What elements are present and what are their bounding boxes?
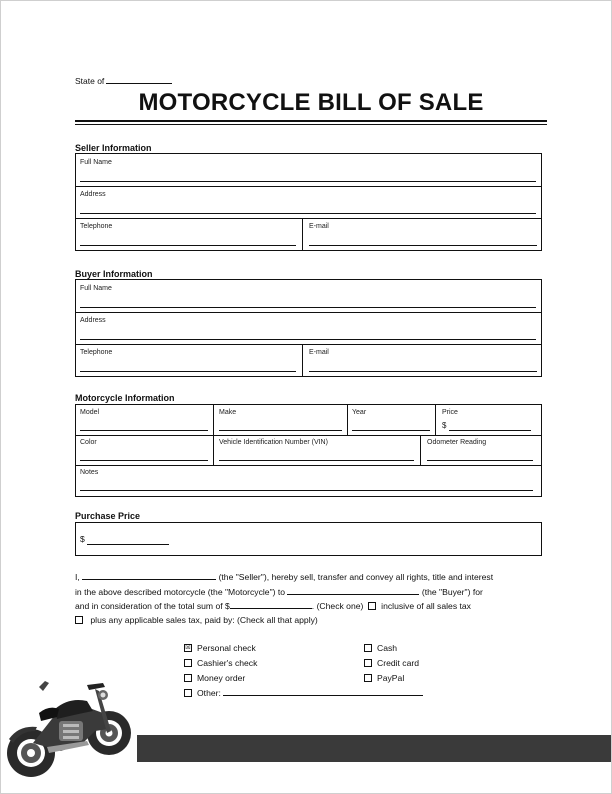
- buyer-telephone-field[interactable]: [80, 371, 296, 372]
- buyer-address-label: Address: [80, 317, 106, 324]
- payment-option-money-order[interactable]: Money order: [184, 671, 423, 686]
- make-field[interactable]: [219, 430, 342, 431]
- title-rule-thick: [75, 120, 547, 122]
- purchase-dollar-sign: $: [80, 534, 85, 544]
- seller-heading: Seller Information: [75, 143, 152, 153]
- paypal-checkbox[interactable]: [364, 674, 372, 682]
- year-field[interactable]: [352, 430, 430, 431]
- odometer-field[interactable]: [427, 460, 533, 461]
- seller-row-divider: [75, 186, 542, 187]
- seller-col-divider: [302, 218, 303, 251]
- year-label: Year: [352, 409, 367, 416]
- state-of-blank[interactable]: [106, 75, 172, 84]
- cashiers-check-checkbox[interactable]: [184, 659, 192, 667]
- seller-address-label: Address: [80, 191, 106, 198]
- buyer-email-field[interactable]: [309, 371, 537, 372]
- plus-tax-checkbox[interactable]: [75, 616, 83, 624]
- payment-option-cash[interactable]: Cash: [364, 641, 419, 656]
- vin-field[interactable]: [219, 460, 414, 461]
- odometer-label: Odometer Reading: [427, 439, 487, 446]
- seller-telephone-field[interactable]: [80, 245, 296, 246]
- money-order-checkbox[interactable]: [184, 674, 192, 682]
- statement-line-1: I, (the "Seller"), hereby sell, transfer and convey all rights, title and interest: [75, 572, 494, 582]
- price-field[interactable]: [449, 430, 531, 431]
- sale-statement: [75, 570, 551, 627]
- other-payment-field[interactable]: [223, 686, 423, 696]
- payment-option-credit-card[interactable]: Credit card: [364, 656, 419, 671]
- buyer-box: [75, 279, 542, 377]
- other-checkbox[interactable]: [184, 689, 192, 697]
- motorcycle-illustration-icon: [3, 669, 137, 783]
- credit-card-checkbox[interactable]: [364, 659, 372, 667]
- seller-email-field[interactable]: [309, 245, 537, 246]
- state-of-field[interactable]: [75, 75, 172, 86]
- motorcycle-col-divider: [435, 404, 436, 435]
- motorcycle-col-divider: [347, 404, 348, 435]
- buyer-name-blank[interactable]: [287, 585, 419, 595]
- purchase-price-heading: Purchase Price: [75, 511, 141, 521]
- payment-option-cashiers-check[interactable]: Cashier's check: [184, 656, 423, 671]
- model-field[interactable]: [80, 430, 208, 431]
- seller-row-divider: [75, 218, 542, 219]
- footer-bar: [137, 735, 612, 762]
- motorcycle-col-divider: [420, 435, 421, 465]
- statement-line-4: plus any applicable sales tax, paid by: (Check all that apply): [75, 614, 551, 628]
- buyer-full-name-label: Full Name: [80, 285, 112, 292]
- motorcycle-row-divider: [75, 465, 542, 466]
- buyer-email-label: E-mail: [309, 349, 329, 356]
- seller-address-field[interactable]: [80, 213, 536, 214]
- payment-option-paypal[interactable]: PayPal: [364, 671, 419, 686]
- seller-name-blank[interactable]: [82, 570, 216, 580]
- total-sum-blank[interactable]: [230, 599, 312, 609]
- seller-full-name-field[interactable]: [80, 181, 536, 182]
- purchase-price-box: [75, 522, 542, 556]
- payment-options-right: [364, 641, 419, 686]
- document-title: MOTORCYCLE BILL OF SALE: [138, 89, 484, 116]
- motorcycle-heading: Motorcycle Information: [75, 393, 175, 403]
- inclusive-tax-checkbox[interactable]: [368, 602, 376, 610]
- statement-line-2: in the above described motorcycle (the "Motorcycle") to (the "Buyer") for: [75, 586, 483, 597]
- buyer-row-divider: [75, 344, 542, 345]
- motorcycle-box: [75, 404, 542, 497]
- cash-checkbox[interactable]: [364, 644, 372, 652]
- seller-box: [75, 153, 542, 251]
- buyer-col-divider: [302, 344, 303, 377]
- price-dollar-sign: $: [442, 421, 447, 430]
- vin-label: Vehicle Identification Number (VIN): [219, 439, 328, 446]
- title-rule-thin: [75, 124, 547, 125]
- buyer-full-name-field[interactable]: [80, 307, 536, 308]
- state-of-label: State of: [75, 76, 105, 86]
- buyer-row-divider: [75, 312, 542, 313]
- color-field[interactable]: [80, 460, 208, 461]
- buyer-heading: Buyer Information: [75, 269, 153, 279]
- payment-option-personal-check[interactable]: ☒ Personal check: [185, 643, 256, 653]
- statement-line-3: and in consideration of the total sum of $ . (Check one) inclusive of all sales tax: [75, 601, 471, 612]
- seller-email-label: E-mail: [309, 223, 329, 230]
- make-label: Make: [219, 409, 237, 416]
- motorcycle-col-divider: [213, 404, 214, 465]
- notes-label: Notes: [80, 469, 99, 476]
- notes-field[interactable]: [80, 490, 533, 491]
- payment-option-other[interactable]: Other:: [184, 686, 423, 701]
- personal-check-checkbox[interactable]: ☒: [185, 644, 191, 651]
- model-label: Model: [80, 409, 100, 416]
- price-label: Price: [442, 409, 458, 416]
- buyer-telephone-label: Telephone: [80, 349, 113, 356]
- purchase-price-field[interactable]: [87, 544, 169, 545]
- seller-telephone-label: Telephone: [80, 223, 113, 230]
- seller-full-name-label: Full Name: [80, 159, 112, 166]
- motorcycle-row-divider: [75, 435, 542, 436]
- color-label: Color: [80, 439, 97, 446]
- buyer-address-field[interactable]: [80, 339, 536, 340]
